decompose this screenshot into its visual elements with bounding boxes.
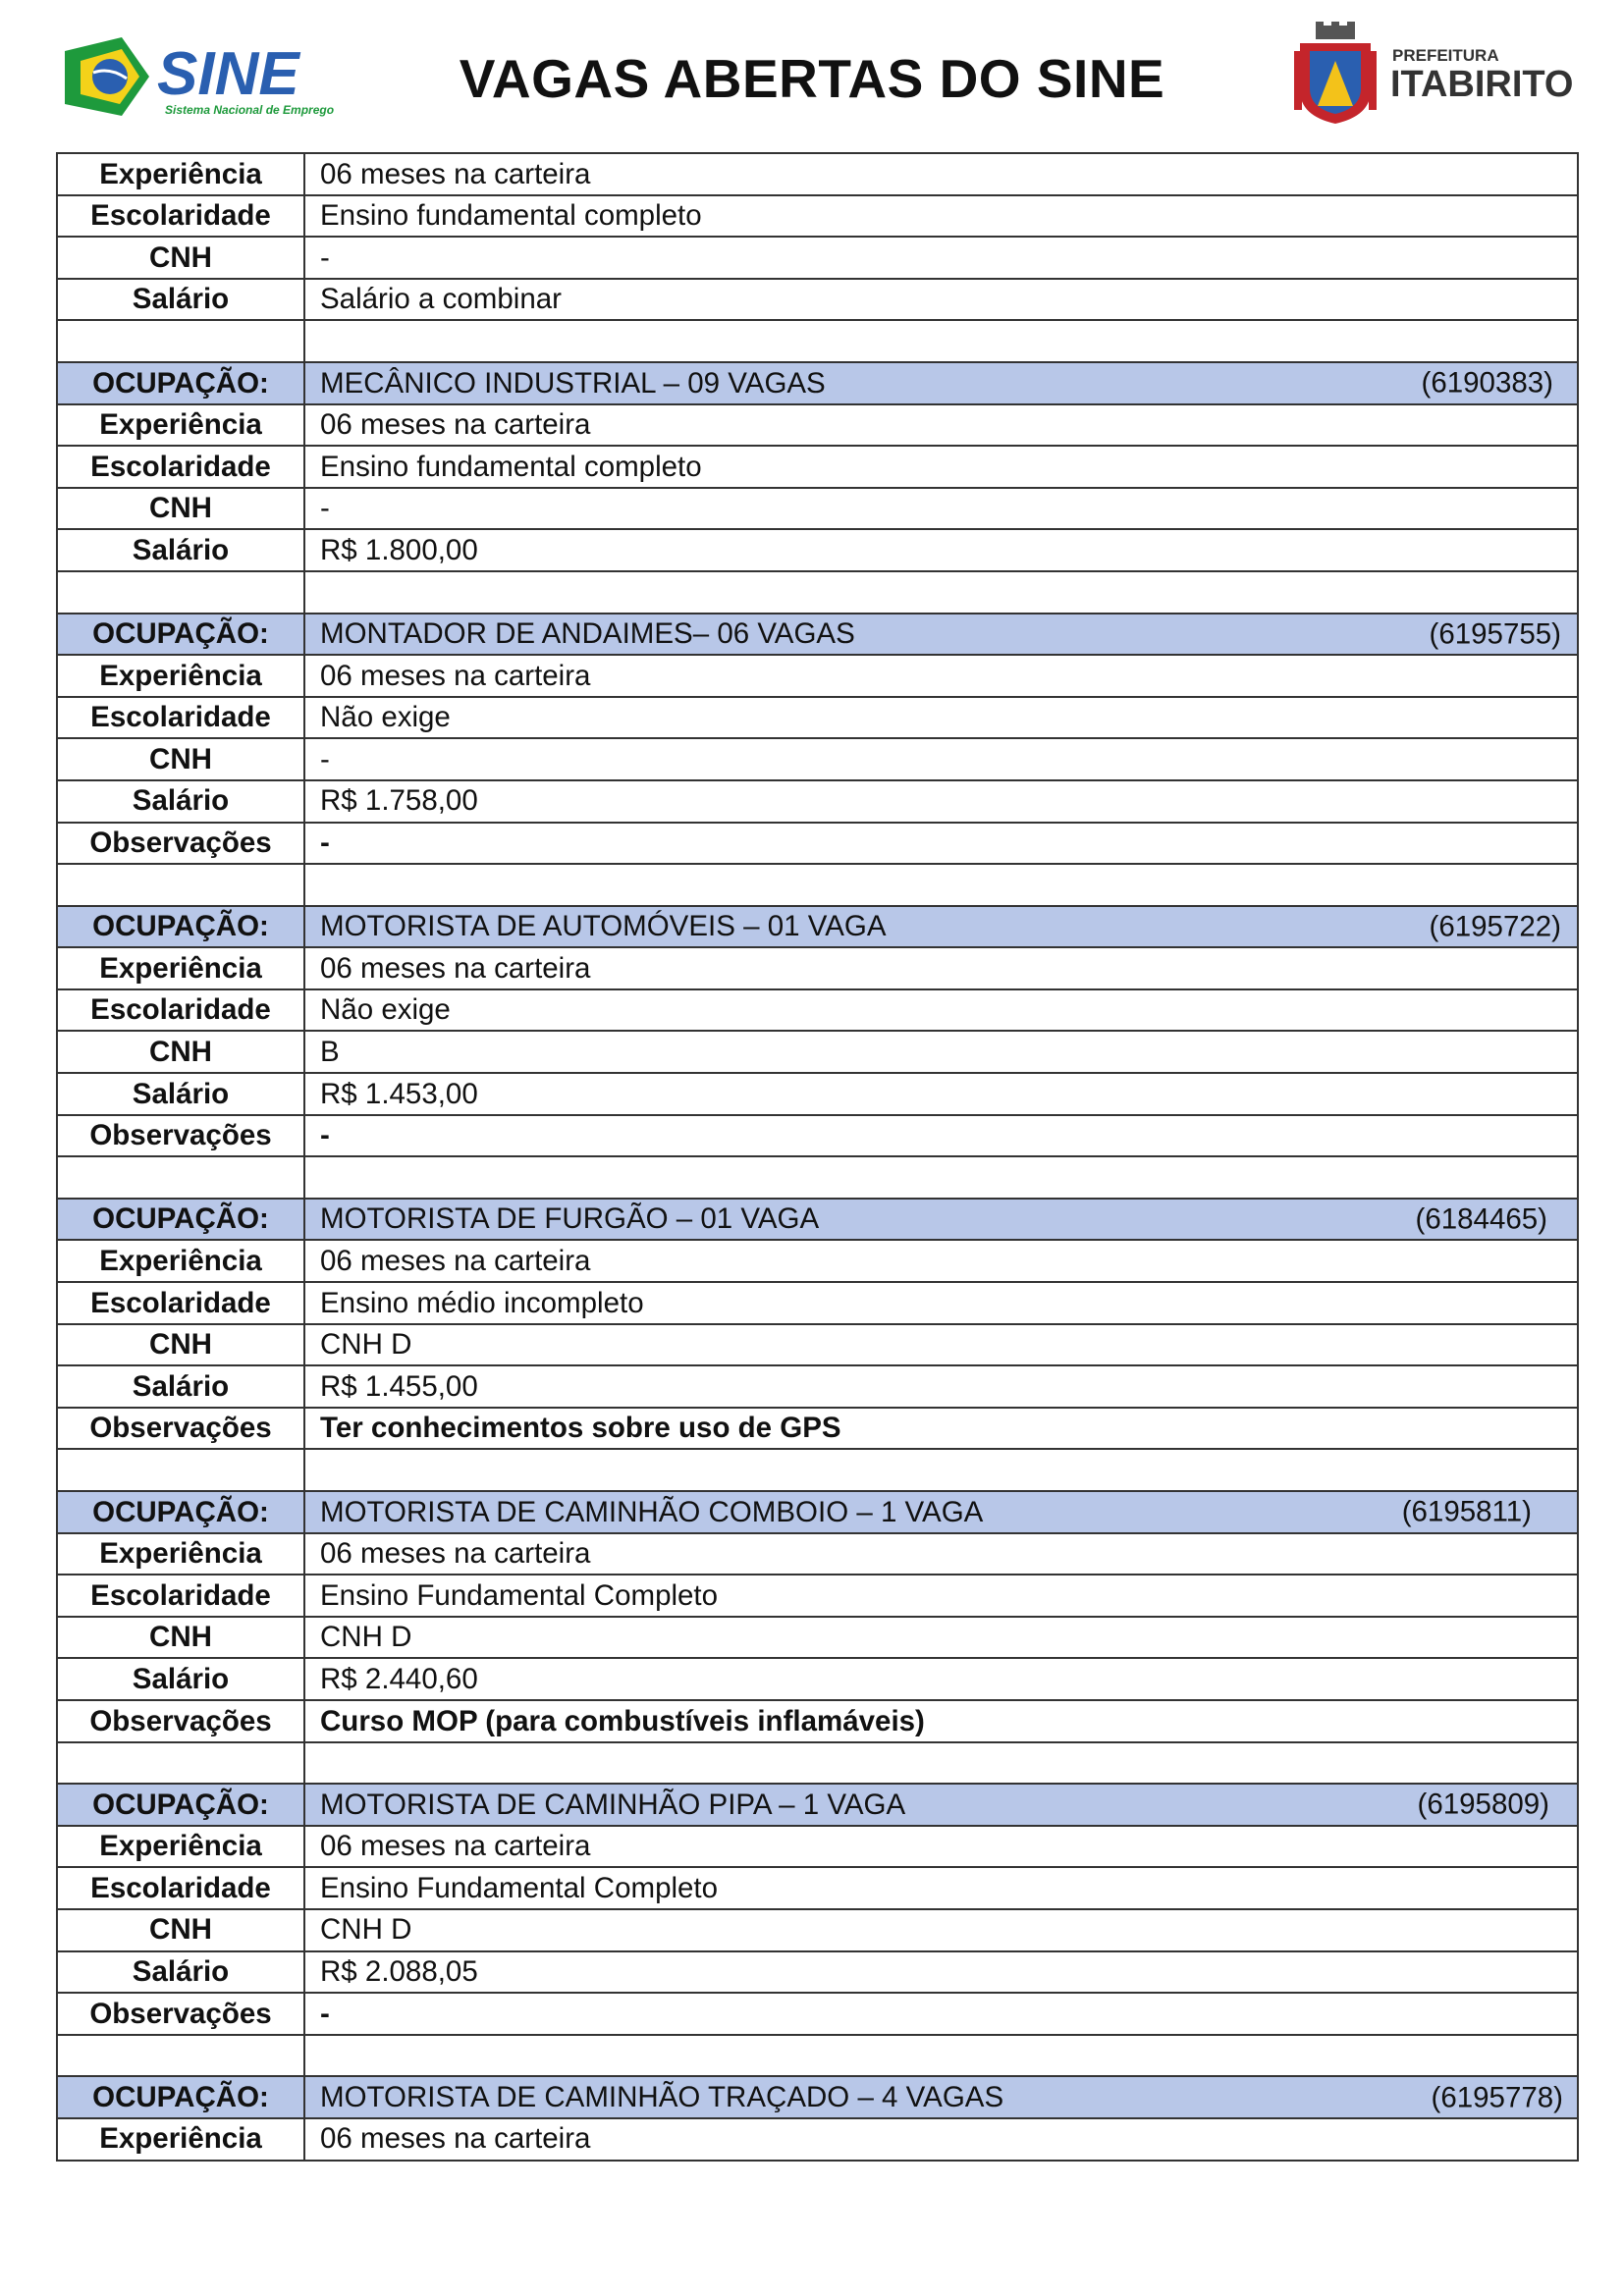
spacer-row	[57, 571, 1578, 614]
row-value: R$ 2.088,05	[304, 1951, 1578, 1994]
row-value: R$ 2.440,60	[304, 1658, 1578, 1700]
row-label: CNH	[57, 738, 304, 780]
occupation-title-cell	[304, 2076, 1578, 2118]
page-title: VAGAS ABERTAS DO SINE	[459, 48, 1165, 109]
occupation-row	[57, 614, 1578, 656]
table-row	[57, 153, 1578, 195]
row-label: Escolaridade	[57, 446, 304, 488]
occupation-title-cell	[304, 906, 1578, 948]
spacer-row	[57, 2035, 1578, 2077]
occupation-label: OCUPAÇÃO:	[57, 362, 304, 404]
table-row	[57, 1909, 1578, 1951]
table-row	[57, 989, 1578, 1032]
row-value: -	[304, 823, 1578, 865]
row-label: Experiência	[57, 153, 304, 195]
spacer-row	[57, 1449, 1578, 1491]
occupation-row	[57, 1784, 1578, 1826]
table-row	[57, 1993, 1578, 2035]
row-label: Escolaridade	[57, 697, 304, 739]
occupation-row	[57, 1199, 1578, 1241]
row-value: 06 meses na carteira	[304, 1240, 1578, 1282]
occupation-code: (6195809)	[1417, 1788, 1549, 1821]
row-label: Experiência	[57, 947, 304, 989]
row-value: -	[304, 738, 1578, 780]
row-label: Experiência	[57, 1533, 304, 1575]
row-label: Salário	[57, 1658, 304, 1700]
row-value: 06 meses na carteira	[304, 1826, 1578, 1868]
table-row	[57, 237, 1578, 279]
row-label: CNH	[57, 1031, 304, 1073]
page-header	[0, 0, 1624, 147]
occupation-title: MOTORISTA DE CAMINHÃO COMBOIO – 1 VAGA	[320, 1495, 984, 1528]
table-row	[57, 1031, 1578, 1073]
table-row	[57, 1700, 1578, 1742]
table-row	[57, 780, 1578, 823]
occupation-title: MOTORISTA DE CAMINHÃO TRAÇADO – 4 VAGAS	[320, 2080, 1004, 2113]
occupation-label: OCUPAÇÃO:	[57, 1199, 304, 1241]
spacer-row	[57, 864, 1578, 906]
table-row	[57, 1365, 1578, 1408]
row-value: 06 meses na carteira	[304, 153, 1578, 195]
occupation-row	[57, 2076, 1578, 2118]
table-row	[57, 1533, 1578, 1575]
table-row	[57, 1115, 1578, 1157]
row-value: Curso MOP (para combustíveis inflamáveis)	[304, 1700, 1578, 1742]
row-label: Observações	[57, 1115, 304, 1157]
occupation-code: (6195811)	[1401, 1495, 1532, 1528]
occupation-label: OCUPAÇÃO:	[57, 1784, 304, 1826]
row-label: CNH	[57, 1617, 304, 1659]
row-value: Ensino fundamental completo	[304, 195, 1578, 238]
row-value: Ensino médio incompleto	[304, 1282, 1578, 1324]
row-value: Ensino Fundamental Completo	[304, 1575, 1578, 1617]
row-label: Experiência	[57, 1240, 304, 1282]
table-row	[57, 697, 1578, 739]
table-row	[57, 1951, 1578, 1994]
occupation-row	[57, 906, 1578, 948]
row-label: Observações	[57, 1993, 304, 2035]
row-label: Observações	[57, 1408, 304, 1450]
row-value: Não exige	[304, 697, 1578, 739]
spacer-row	[57, 1156, 1578, 1199]
occupation-row	[57, 1491, 1578, 1533]
row-value: -	[304, 237, 1578, 279]
occupation-title-cell	[304, 1784, 1578, 1826]
table-row	[57, 823, 1578, 865]
table-row	[57, 404, 1578, 447]
row-value: 06 meses na carteira	[304, 404, 1578, 447]
sine-logo-subtitle: Sistema Nacional de Emprego	[165, 103, 335, 117]
table-row	[57, 2118, 1578, 2161]
table-row	[57, 488, 1578, 530]
occupation-row	[57, 362, 1578, 404]
row-value: R$ 1.455,00	[304, 1365, 1578, 1408]
sine-logo-word: SINE	[157, 40, 299, 108]
row-label: Escolaridade	[57, 1282, 304, 1324]
row-label: Salário	[57, 1951, 304, 1994]
table-row	[57, 655, 1578, 697]
occupation-code: (6195778)	[1431, 2080, 1563, 2113]
row-label: Observações	[57, 823, 304, 865]
occupation-title-cell	[304, 362, 1578, 404]
row-value: 06 meses na carteira	[304, 1533, 1578, 1575]
row-value: 06 meses na carteira	[304, 947, 1578, 989]
row-label: Escolaridade	[57, 195, 304, 238]
occupation-code: (6195755)	[1429, 617, 1561, 651]
prefeitura-logo-line2: ITABIRITO	[1390, 64, 1574, 105]
row-label: Salário	[57, 780, 304, 823]
row-label: Escolaridade	[57, 1575, 304, 1617]
prefeitura-logo-line1: PREFEITURA	[1392, 46, 1499, 65]
occupation-label: OCUPAÇÃO:	[57, 906, 304, 948]
row-label: Salário	[57, 1365, 304, 1408]
row-label: Experiência	[57, 1826, 304, 1868]
row-label: Salário	[57, 529, 304, 571]
table-row	[57, 1575, 1578, 1617]
row-value: Não exige	[304, 989, 1578, 1032]
row-value: Ensino Fundamental Completo	[304, 1867, 1578, 1909]
table-row	[57, 1240, 1578, 1282]
row-value: 06 meses na carteira	[304, 2118, 1578, 2161]
table-row	[57, 1658, 1578, 1700]
table-row	[57, 738, 1578, 780]
occupation-code: (6184465)	[1415, 1202, 1547, 1236]
table-row	[57, 1867, 1578, 1909]
row-value: B	[304, 1031, 1578, 1073]
row-label: CNH	[57, 237, 304, 279]
occupation-label: OCUPAÇÃO:	[57, 2076, 304, 2118]
table-row	[57, 279, 1578, 321]
row-value: Ter conhecimentos sobre uso de GPS	[304, 1408, 1578, 1450]
vacancies-table	[56, 152, 1579, 2162]
row-label: Experiência	[57, 655, 304, 697]
table-row	[57, 195, 1578, 238]
table-row	[57, 1408, 1578, 1450]
occupation-title-cell	[304, 614, 1578, 656]
table-row	[57, 1826, 1578, 1868]
row-value: CNH D	[304, 1617, 1578, 1659]
row-label: Escolaridade	[57, 1867, 304, 1909]
table-row	[57, 1282, 1578, 1324]
row-value: -	[304, 1115, 1578, 1157]
row-value: R$ 1.800,00	[304, 529, 1578, 571]
table-row	[57, 529, 1578, 571]
table-row	[57, 1073, 1578, 1115]
occupation-code: (6190383)	[1421, 366, 1553, 400]
spacer-row	[57, 320, 1578, 362]
row-label: CNH	[57, 488, 304, 530]
table-row	[57, 1324, 1578, 1366]
row-label: Salário	[57, 1073, 304, 1115]
row-label: Observações	[57, 1700, 304, 1742]
row-value: R$ 1.453,00	[304, 1073, 1578, 1115]
row-value: -	[304, 1993, 1578, 2035]
occupation-title: MONTADOR DE ANDAIMES– 06 VAGAS	[320, 617, 855, 651]
row-label: Salário	[57, 279, 304, 321]
row-value: CNH D	[304, 1324, 1578, 1366]
table-row	[57, 1617, 1578, 1659]
occupation-title-cell	[304, 1491, 1578, 1533]
row-label: CNH	[57, 1324, 304, 1366]
row-value: Ensino fundamental completo	[304, 446, 1578, 488]
occupation-title: MOTORISTA DE AUTOMÓVEIS – 01 VAGA	[320, 910, 887, 943]
table-row	[57, 947, 1578, 989]
prefeitura-itabirito-logo	[1294, 22, 1579, 128]
row-value: R$ 1.758,00	[304, 780, 1578, 823]
occupation-label: OCUPAÇÃO:	[57, 1491, 304, 1533]
occupation-title-cell	[304, 1199, 1578, 1241]
occupation-label: OCUPAÇÃO:	[57, 614, 304, 656]
row-label: CNH	[57, 1909, 304, 1951]
occupation-code: (6195722)	[1429, 910, 1561, 943]
row-label: Experiência	[57, 2118, 304, 2161]
spacer-row	[57, 1742, 1578, 1785]
occupation-title: MOTORISTA DE FURGÃO – 01 VAGA	[320, 1202, 820, 1236]
row-value: 06 meses na carteira	[304, 655, 1578, 697]
occupation-title: MOTORISTA DE CAMINHÃO PIPA – 1 VAGA	[320, 1788, 906, 1821]
row-label: Escolaridade	[57, 989, 304, 1032]
occupation-title: MECÂNICO INDUSTRIAL – 09 VAGAS	[320, 366, 826, 400]
table-row	[57, 446, 1578, 488]
row-value: CNH D	[304, 1909, 1578, 1951]
row-label: Experiência	[57, 404, 304, 447]
row-value: Salário a combinar	[304, 279, 1578, 321]
row-value: -	[304, 488, 1578, 530]
